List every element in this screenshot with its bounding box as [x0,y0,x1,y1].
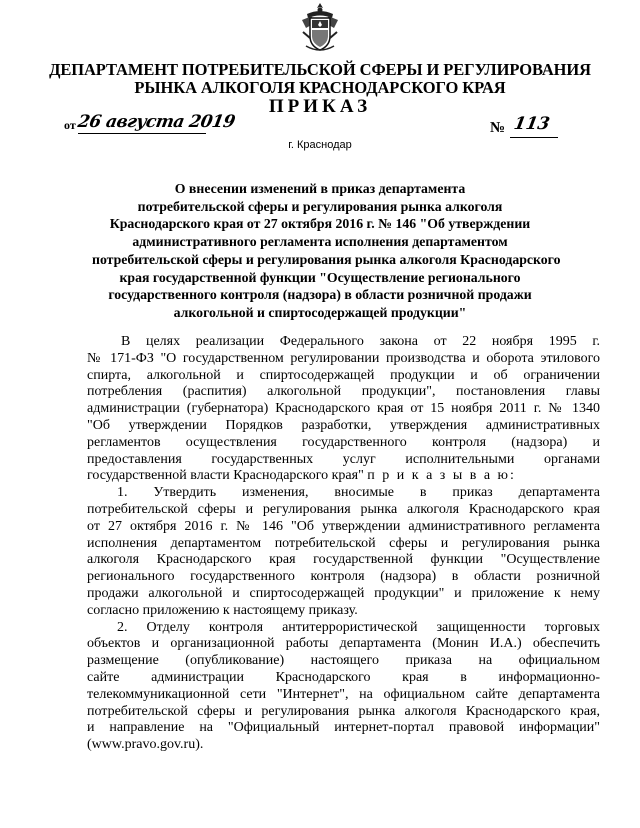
body-line: 2. Отделу контроля антитеррористической защищенности торговых [117,619,600,635]
body-line: потребления (распития) алкогольной продукции", постановления главы [87,384,600,400]
body-line: размещение (опубликование) настоящего приказа на официальном [87,653,600,669]
body-line: продажи алкогольной и спиртосодержащей продукции" и приложение к нему [87,585,600,601]
body-line: предоставления государственных услуг исполнительными органами [87,451,600,467]
body-line [87,468,600,485]
body-line: согласно приложению к настоящему приказу. [87,602,358,618]
handwritten-date: 26 августа 2019 [76,112,237,132]
date-underline [78,133,206,134]
date-prefix: от [64,118,76,132]
order-word: п р и к а з ы в а ю: [367,468,516,484]
order-body [87,334,600,754]
body-line: от 27 октября 2016 г. № 146 "Об утверждении административного регламента [87,518,600,534]
body-line: спирта, алкогольной и спиртосодержащей продукции и об ограничении [87,367,600,383]
body-line-text: государственной власти Краснодарского края" [87,468,364,484]
number-underline [510,137,558,138]
body-line: регионального государственного контроля (надзора) в области розничной [87,569,600,585]
title-line: административного регламента исполнения департаментом [132,234,508,250]
title-line: О внесении изменений в приказ департамента [174,181,466,196]
body-line: "Об утверждении Порядков разработки, утверждения административных [87,417,600,433]
body-line: В целях реализации Федерального закона от 22 ноября 1995 г. [121,334,600,349]
title-line: края государственной функции "Осуществление регионального [119,269,521,285]
handwritten-number: 113 [512,114,552,134]
document-type-heading: ПРИКАЗ [268,96,372,117]
body-line: и направление на "Официальный интернет-портал правовой информации" [87,720,600,736]
body-line: (www.pravo.gov.ru). [87,737,204,753]
body-line: 1. Утвердить изменения, вносимые в приказ департамента [117,485,600,501]
body-line: № 171-ФЗ "О государственном регулировании производства и оборота этилового [87,350,600,366]
body-line: потребительской сферы и регулирования рынка алкоголя Краснодарского края [87,501,600,517]
title-line: потребительской сферы и регулирования рынка алкоголя Краснодарского [92,251,561,267]
body-line: сайте администрации Краснодарского края в информационно- [87,669,600,685]
department-name-line2: РЫНКА АЛКОГОЛЯ КРАСНОДАРСКОГО КРАЯ [134,78,506,97]
order-title [92,180,561,322]
body-line: потребительской сферы и регулирования рынка алкоголя Краснодарского края, [87,703,600,719]
krasnodar-coat-of-arms-icon [298,2,342,54]
title-line: алкогольной и спиртосодержащей продукции" [173,304,467,320]
department-name-line1: ДЕПАРТАМЕНТ ПОТРЕБИТЕЛЬСКОЙ СФЕРЫ И РЕГУЛИРОВАНИЯ [49,60,591,79]
body-line: телекоммуникационной сети "Интернет", на официальном сайте департамента [87,686,600,702]
body-line: объектов и организационной работы департамента (Монин И.А.) обеспечить [87,636,600,652]
title-line: государственного контроля (надзора) в области розничной продажи [108,287,532,303]
title-line: Краснодарского края от 27 октября 2016 г. № 146 "Об утверждении [109,216,531,232]
body-line: администрации (губернатора) Краснодарского края от 15 ноября 2011 г. № 1340 [87,401,600,417]
body-line: регламентов осуществления государственного контроля (надзора) и [87,434,600,450]
title-line: потребительской сферы и регулирования рынка алкоголя [137,198,503,214]
body-line: алкоголя Краснодарского края государственной функции "Осуществление [87,552,600,568]
body-line: исполнения департаментом потребительской сферы и регулирования рынка [87,535,600,551]
number-prefix: № [490,120,506,136]
city-line: г. Краснодар [288,139,352,151]
